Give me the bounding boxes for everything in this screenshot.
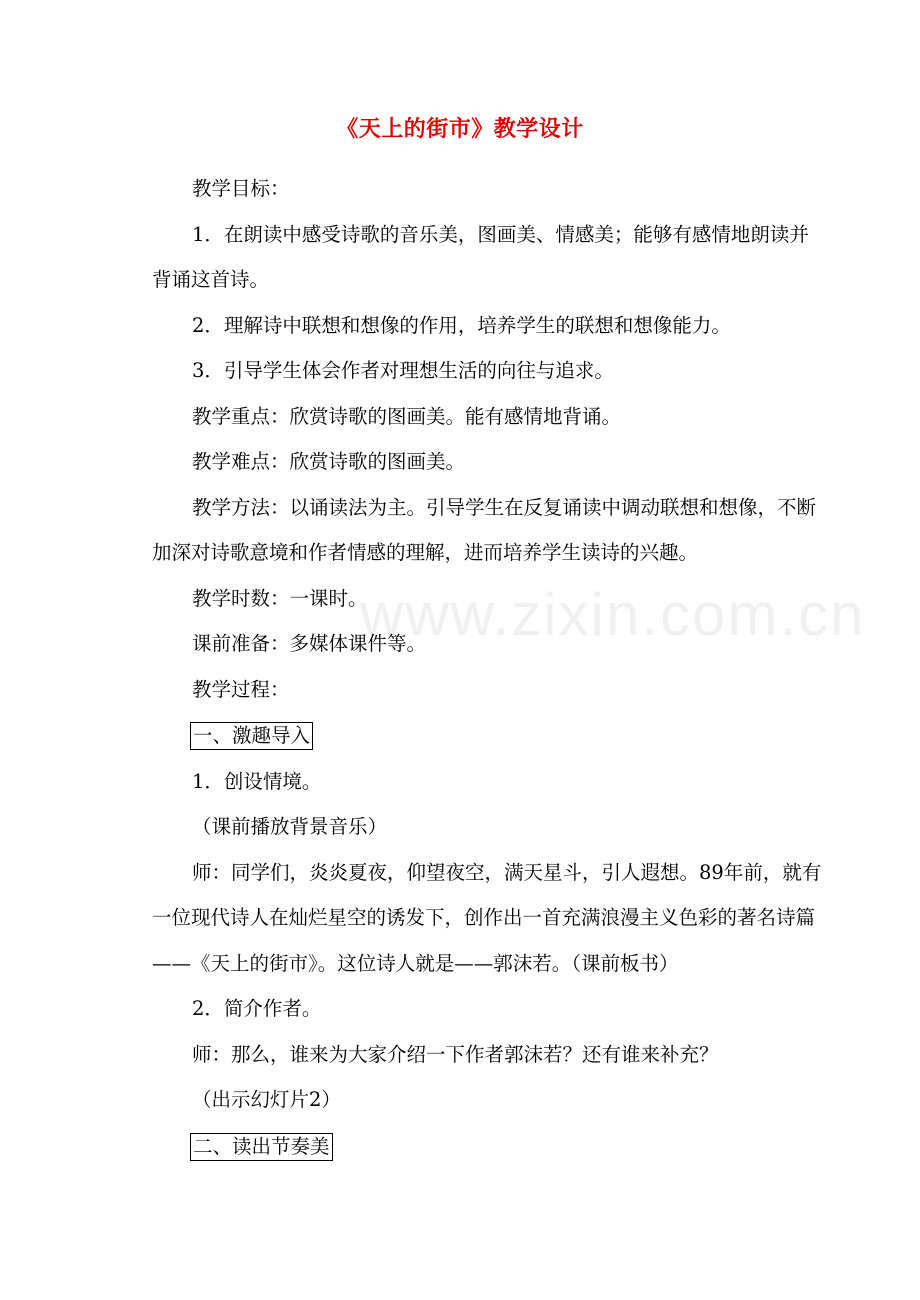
paragraph-objectives-label: 教学目标： <box>192 177 290 200</box>
paragraph-author-intro: 2．简介作者。 <box>192 997 322 1020</box>
section-heading-1: 一、激趣导入 <box>190 722 313 750</box>
paragraph-scene: 1．创设情境。 <box>192 769 322 793</box>
paragraph-preparation: 课前准备：多媒体课件等。 <box>192 632 427 655</box>
watermark: www.zixin.com.cn <box>360 581 866 648</box>
section-heading-2: 二、读出节奏美 <box>190 1133 333 1161</box>
paragraph-key-point: 教学重点：欣赏诗歌的图画美。能有感情地背诵。 <box>192 404 622 428</box>
paragraph-process-label: 教学过程： <box>192 677 290 701</box>
paragraph-objective-3: 3．引导学生体会作者对理想生活的向往与追求。 <box>192 359 614 382</box>
paragraph-difficulty: 教学难点：欣赏诗歌的图画美。 <box>192 450 466 473</box>
paragraph-teacher-intro: 师：同学们，炎炎夏夜，仰望夜空，满天星斗，引人遐想。89年前，就有一位现代诗人在灿烂星空的诱发下，创作出一首充满浪漫主义色彩的著名诗篇——《天上的街市》。这位诗人就是——郭沫若。（课前板书） <box>152 860 822 975</box>
paragraph-objective-1: 1．在朗读中感受诗歌的音乐美，图画美、情感美；能够有感情地朗读并背诵这首诗。 <box>152 222 809 291</box>
document-title: 《天上的街市》教学设计 <box>336 116 584 142</box>
paragraph-objective-2: 2．理解诗中联想和想像的作用，培养学生的联想和想像能力。 <box>192 313 731 337</box>
paragraph-hours: 教学时数：一课时。 <box>192 586 368 610</box>
paragraph-method: 教学方法：以诵读法为主。引导学生在反复诵读中调动联想和想像，不断加深对诗歌意境和作者情感的理解，进而培养学生读诗的兴趣。 <box>152 495 817 564</box>
paragraph-slide-note: （出示幻灯片2） <box>192 1088 341 1111</box>
document-body <box>152 166 822 1169</box>
paragraph-teacher-question: 师：那么，谁来为大家介绍一下作者郭沫若？还有谁来补充？ <box>192 1042 719 1066</box>
paragraph-music-note: （课前播放背景音乐） <box>192 815 388 838</box>
